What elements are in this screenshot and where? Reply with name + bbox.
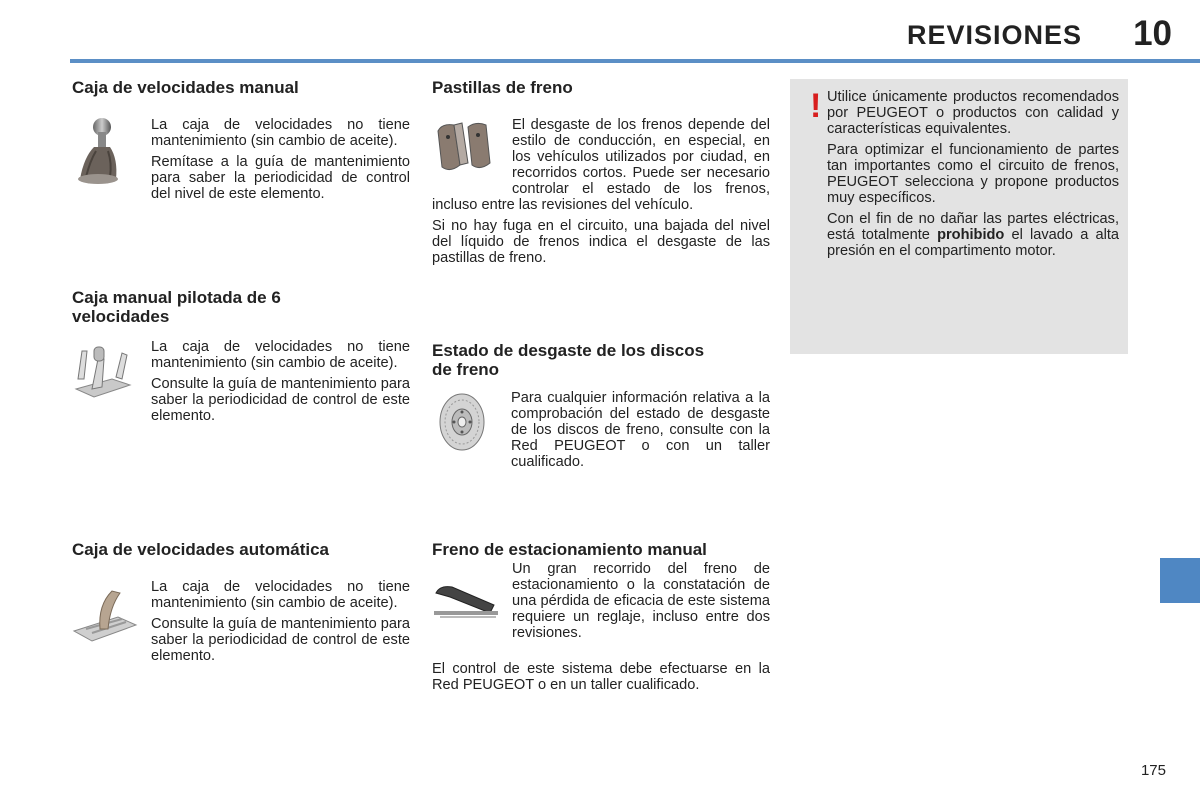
section-piloted-gearbox <box>72 288 410 429</box>
paragraph: Si no hay fuga en el circuito, una bajada del nivel del líquido de frenos indica el desgaste de las pastillas de freno. <box>432 218 770 266</box>
paragraph: El desgaste de los frenos depende del estilo de conducción, en especial, en los vehículos utilizados por ciudad, en recorridos cortos. Puede ser necesario controlar el estado de los frenos, incluso entre las revisiones del vehículo. <box>432 117 770 213</box>
paragraph: Consulte la guía de mantenimiento para saber la periodicidad de control de este elemento. <box>151 616 410 664</box>
section-title: Estado de desgaste de los discos de freno <box>432 341 705 379</box>
section-title: Freno de estacionamiento manual <box>432 540 707 559</box>
page-number: 175 <box>1140 762 1166 779</box>
paragraph: La caja de velocidades no tiene mantenimiento (sin cambio de aceite). <box>151 117 410 149</box>
section-automatic-gearbox <box>72 540 410 669</box>
paragraph: El control de este sistema debe efectuarse en la Red PEUGEOT o en un taller cualificado. <box>432 661 770 693</box>
chapter-number: 10 <box>1133 14 1172 53</box>
warning-text <box>827 89 1119 264</box>
paragraph: Remítase a la guía de mantenimiento para saber la periodicidad de control del nivel de este elemento. <box>151 154 410 202</box>
paragraph: Consulte la guía de mantenimiento para saber la periodicidad de control de este elemento. <box>151 376 410 424</box>
left-column <box>72 78 410 664</box>
automatic-gearbox-icon <box>72 579 151 669</box>
section-manual-gearbox <box>72 78 410 278</box>
exclamation-icon: ! <box>810 87 822 125</box>
section-title: Pastillas de freno <box>432 78 573 97</box>
paragraph: Para optimizar el funcionamiento de partes tan importantes como el circuito de frenos, PEUGEOT selecciona y propone productos muy específicos. <box>827 142 1119 206</box>
header-rule <box>70 59 1200 63</box>
section-title: Caja manual pilotada de 6 velocidades <box>72 288 281 326</box>
parking-brake-icon <box>432 561 512 661</box>
section-brake-pads <box>432 78 770 266</box>
middle-column <box>432 78 770 693</box>
piloted-gearbox-icon <box>72 339 151 429</box>
text-run: Con el fin de no dañar las partes eléctricas, está totalmente <box>827 211 1119 243</box>
chapter-tab <box>1160 558 1200 603</box>
paragraph: La caja de velocidades no tiene mantenimiento (sin cambio de aceite). <box>151 579 410 611</box>
emphasis-text: prohibido <box>937 227 1005 243</box>
paragraph: Un gran recorrido del freno de estacionamiento o la constatación de una pérdida de eficacia de este sistema requiere un reglaje, incluso entre dos revisiones. <box>512 561 770 641</box>
section-title: Caja de velocidades manual <box>72 78 299 97</box>
gear-lever-icon <box>72 117 151 207</box>
paragraph: La caja de velocidades no tiene mantenimiento (sin cambio de aceite). <box>151 339 410 371</box>
section-title: Caja de velocidades automática <box>72 540 329 559</box>
paragraph: Para cualquier información relativa a la comprobación del estado de desgaste de los discos de freno, consulte con la Red PEUGEOT o con un taller cualificado. <box>511 390 770 470</box>
text-run: el lavado a alta presión en el compartimento motor. <box>827 227 1119 259</box>
paragraph: Utilice únicamente productos recomendados por PEUGEOT o productos con calidad y características equivalentes. <box>827 89 1119 137</box>
section-parking-brake <box>432 540 770 693</box>
warning-box <box>790 79 1128 354</box>
brake-disc-icon <box>432 390 511 475</box>
chapter-title: REVISIONES <box>906 20 1082 50</box>
paragraph <box>827 211 1119 259</box>
brake-pads-icon <box>432 117 512 185</box>
section-brake-discs <box>432 341 770 475</box>
